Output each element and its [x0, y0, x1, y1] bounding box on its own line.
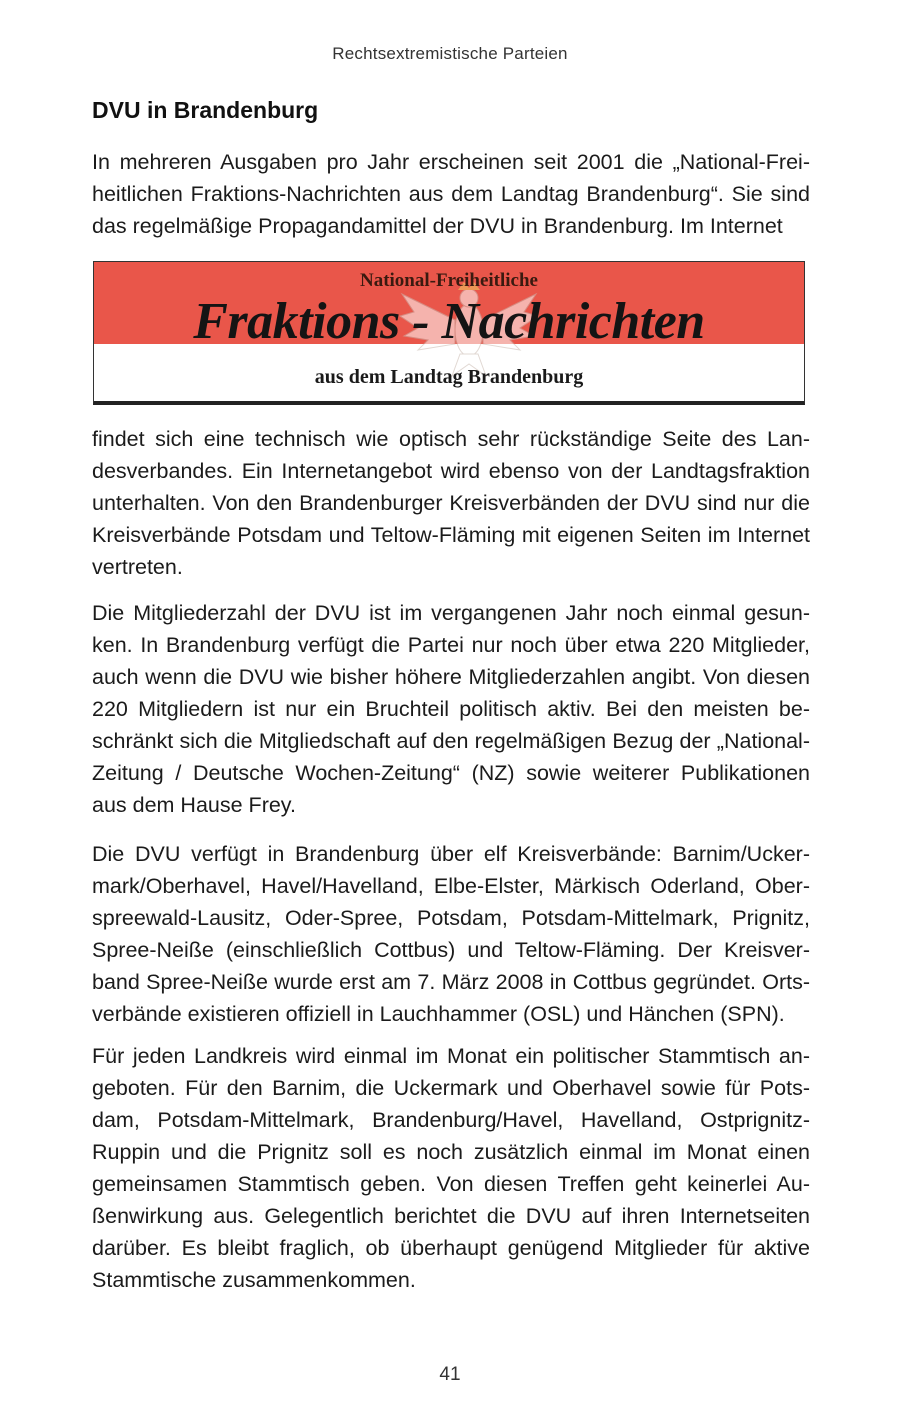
- newsletter-masthead: [93, 261, 805, 405]
- masthead-title: Fraktions - Nachrichten: [193, 293, 705, 350]
- paragraph-3: Die Mitgliederzahl der DVU ist im vergangenen Jahr noch einmal gesunken. In Brandenburg verfügt die Partei nur noch über etwa 220 Mitglieder, auch wenn die DVU wie bisher höhere Mitgliederzahlen angibt. Von diesen 220 Mitgliedern ist nur ein Bruchteil politisch aktiv. Bei den meisten beschränkt sich die Mitgliedschaft auf den regelmäßigen Bezug der „National-Zeitung / Deutsche Wochen-Zeitung“ (NZ) sowie weiterer Publikationen aus dem Hause Frey.: [92, 601, 810, 817]
- paragraph-5: Für jeden Landkreis wird einmal im Monat ein politischer Stammtisch angeboten. Für den Barnim, die Uckermark und Oberhavel sowie für Potsdam, Potsdam-Mittelmark, Brandenburg/Havel, Havelland, Ostprignitz-Ruppin und die Prignitz soll es noch zusätzlich einmal im Monat einen gemeinsamen Stammtisch geben. Von diesen Treffen geht keinerlei Außenwirkung aus. Gelegentlich berichtet die DVU auf ihren Internetseiten darüber. Es bleibt fraglich, ob überhaupt genügend Mitglieder für aktive Stammtische zusammenkommen.: [92, 1044, 810, 1292]
- section-title: DVU in Brandenburg: [92, 97, 319, 123]
- running-head: Rechtsextremistische Parteien: [332, 44, 568, 63]
- masthead-kicker: National-Freiheitliche: [359, 270, 538, 291]
- paragraph-2: findet sich eine technisch wie optisch sehr rückständige Seite des Landesverbandes. Ein Internetangebot wird ebenso von der Landtagsfraktion unterhalten. Von den Brandenburger Kreisverbänden der DVU sind nur die Kreisverbände Potsdam und Teltow-Fläming mit eigenen Seiten im Internet vertreten.: [92, 427, 810, 579]
- paragraph-1: In mehreren Ausgaben pro Jahr erscheinen seit 2001 die „National-Freiheitlichen Fraktions-Nachrichten aus dem Landtag Brandenburg“. Sie sind das regelmäßige Propagandamittel der DVU in Brandenburg. Im Internet: [92, 150, 810, 238]
- paragraph-4: Die DVU verfügt in Brandenburg über elf Kreisverbände: Barnim/Uckermark/Oberhavel, Havel/Havelland, Elbe-Elster, Märkisch Oderland, Oberspreewald-Lausitz, Oder-Spree, Potsdam, Potsdam-Mittelmark, Prignitz, Spree-Neiße (einschließlich Cottbus) und Teltow-Fläming. Der Kreisverband Spree-Neiße wurde erst am 7. März 2008 in Cottbus gegründet. Ortsverbände existieren offiziell in Lauchhammer (OSL) und Hänchen (SPN).: [92, 842, 810, 1026]
- masthead-subtitle: aus dem Landtag Brandenburg: [314, 366, 584, 388]
- page-number: 41: [439, 1364, 461, 1385]
